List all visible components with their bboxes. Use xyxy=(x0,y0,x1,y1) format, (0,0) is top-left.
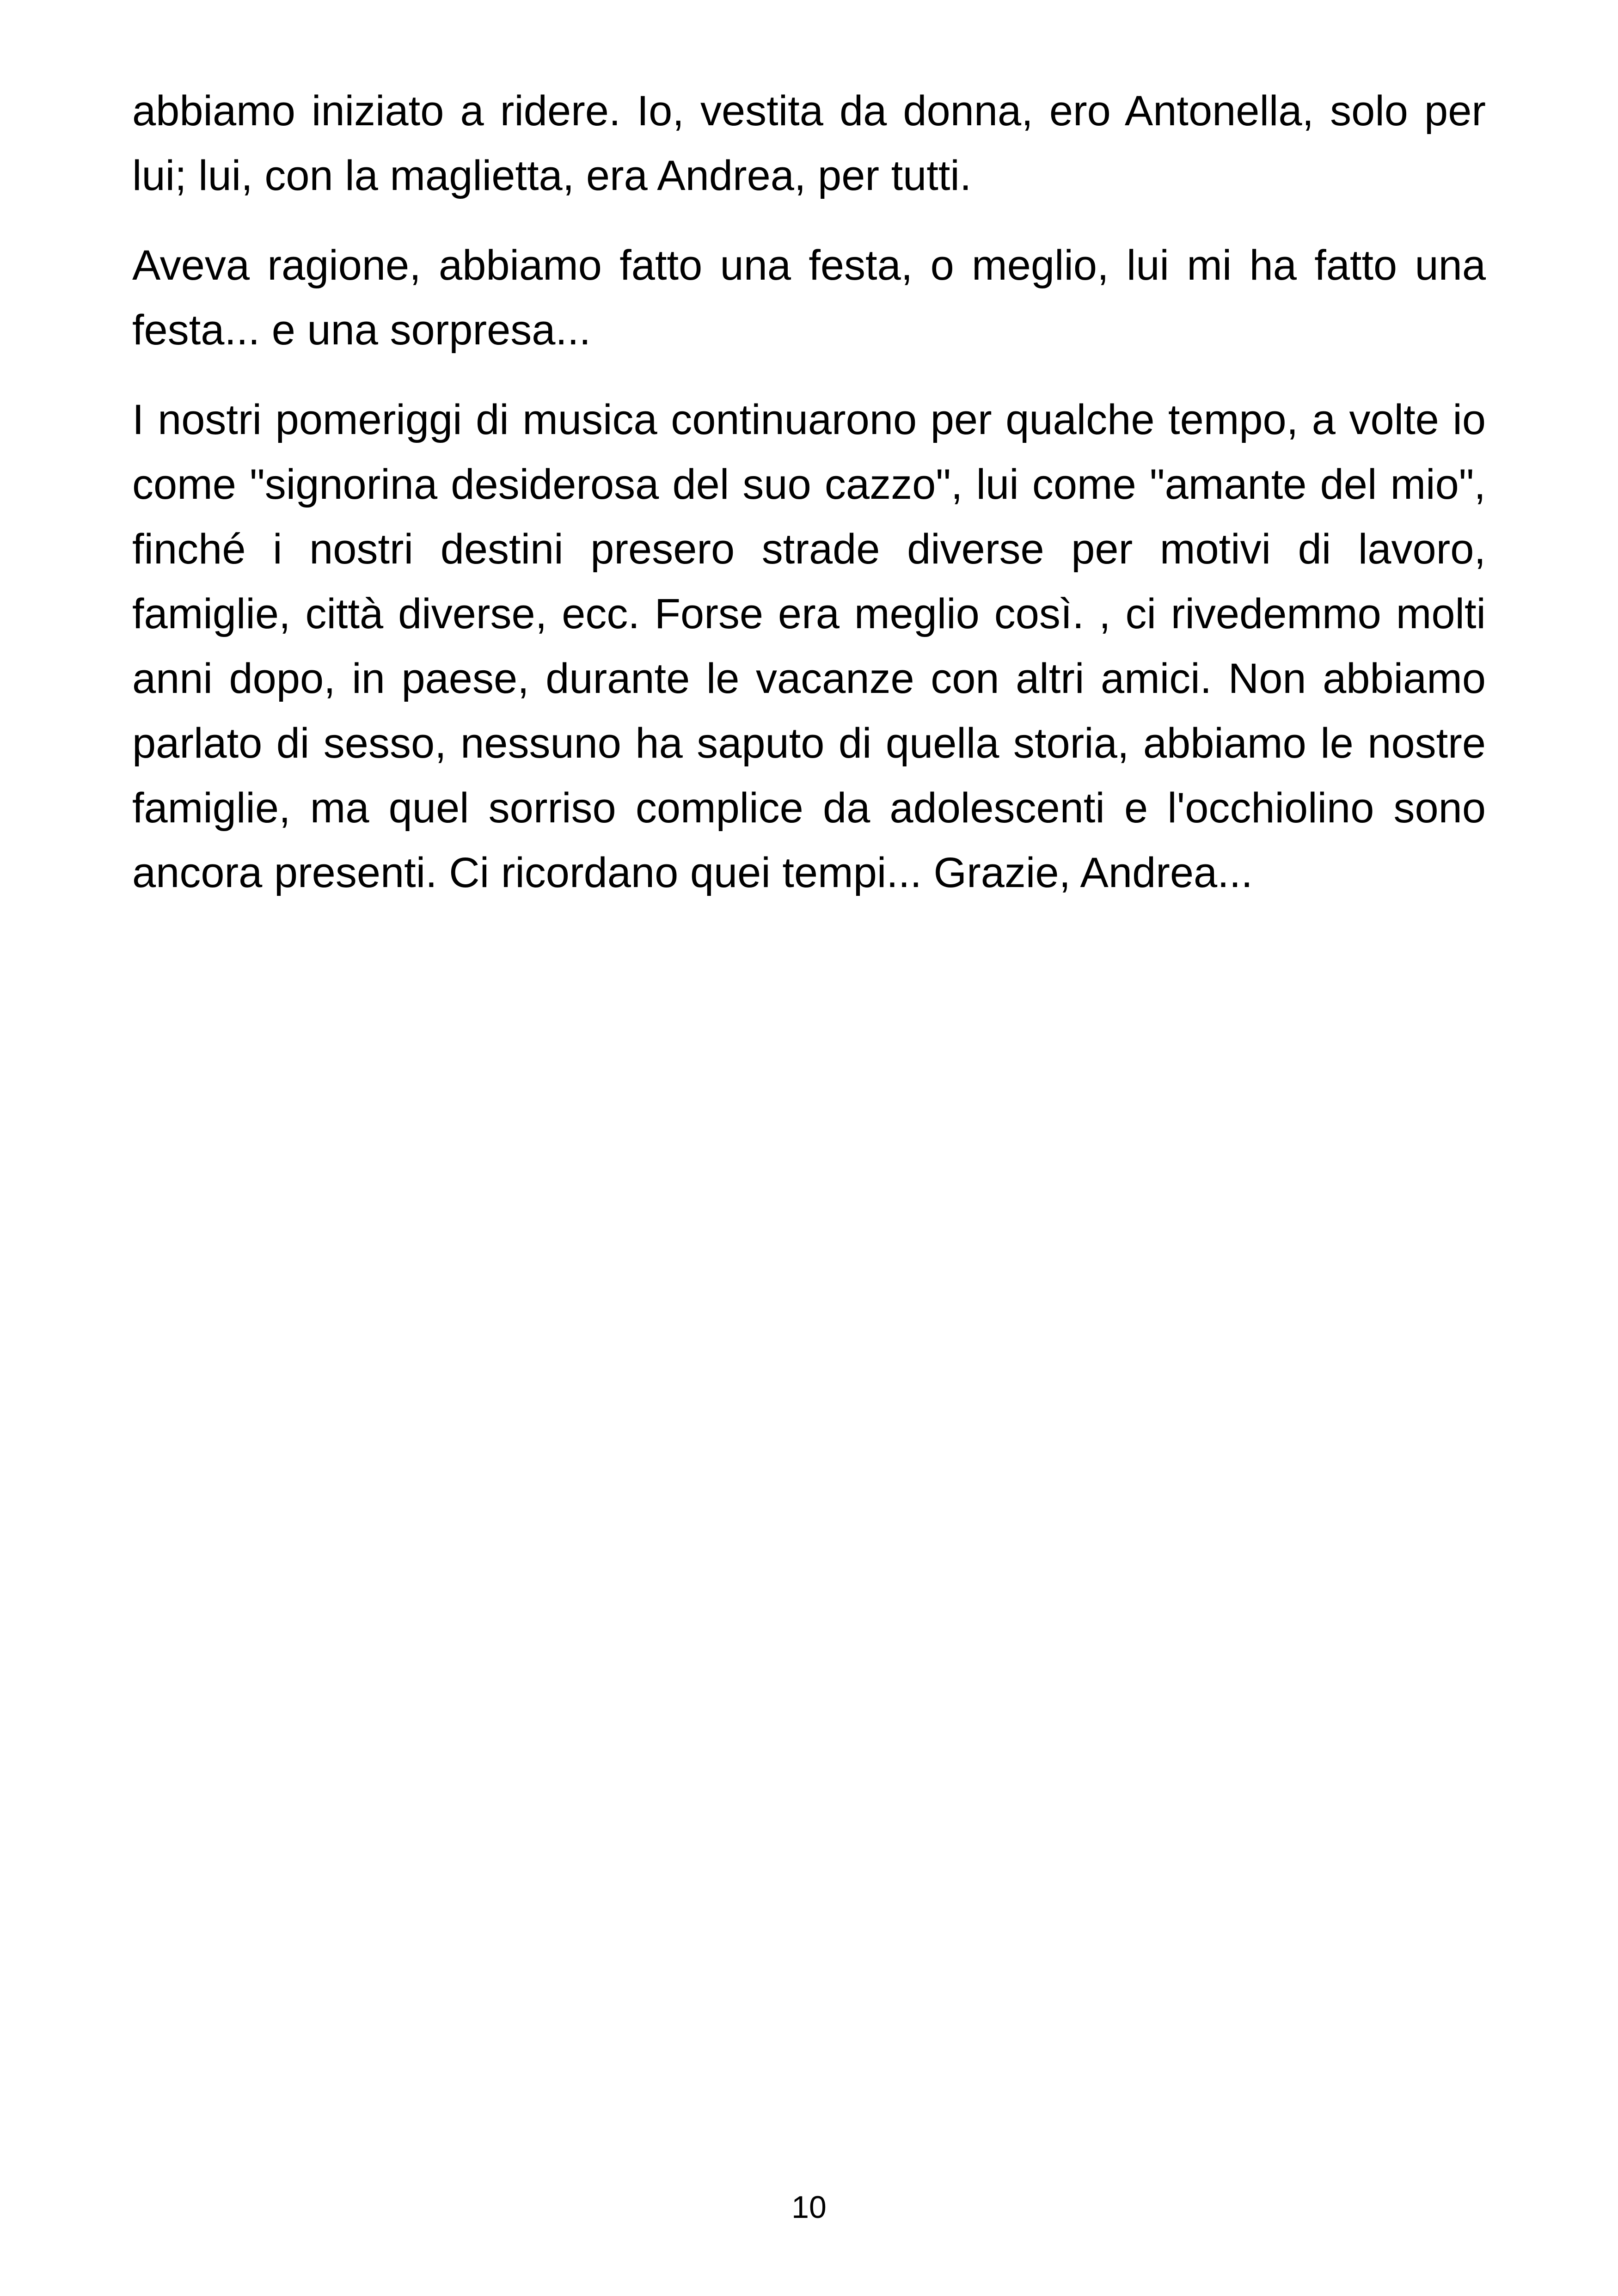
paragraph-1: abbiamo iniziato a ridere. Io, vestita da donna, ero Antonella, solo per lui; lui, con la maglietta, era Andrea, per tutti. xyxy=(132,87,1486,199)
paragraph-3: I nostri pomeriggi di musica continuarono per qualche tempo, a volte io come "signorina desiderosa del suo cazzo", lui come "amante del mio", finché i nostri destini presero strade diverse per motivi di lavoro, famiglie, città diverse, ecc. Forse era meglio così. , ci rivedemmo molti anni dopo, in paese, durante le vacanze con altri amici. Non abbiamo parlato di sesso, nessuno ha saputo di quella storia, abbiamo le nostre famiglie, ma quel sorriso complice da adolescenti e l'occhiolino sono ancora presenti. Ci ricordano quei tempi... Grazie, Andrea... xyxy=(132,396,1486,896)
page-number: 10 xyxy=(791,2190,827,2225)
text-body xyxy=(132,79,1486,930)
paragraph-2: Aveva ragione, abbiamo fatto una festa, o meglio, lui mi ha fatto una festa... e una sorpresa... xyxy=(132,242,1486,354)
